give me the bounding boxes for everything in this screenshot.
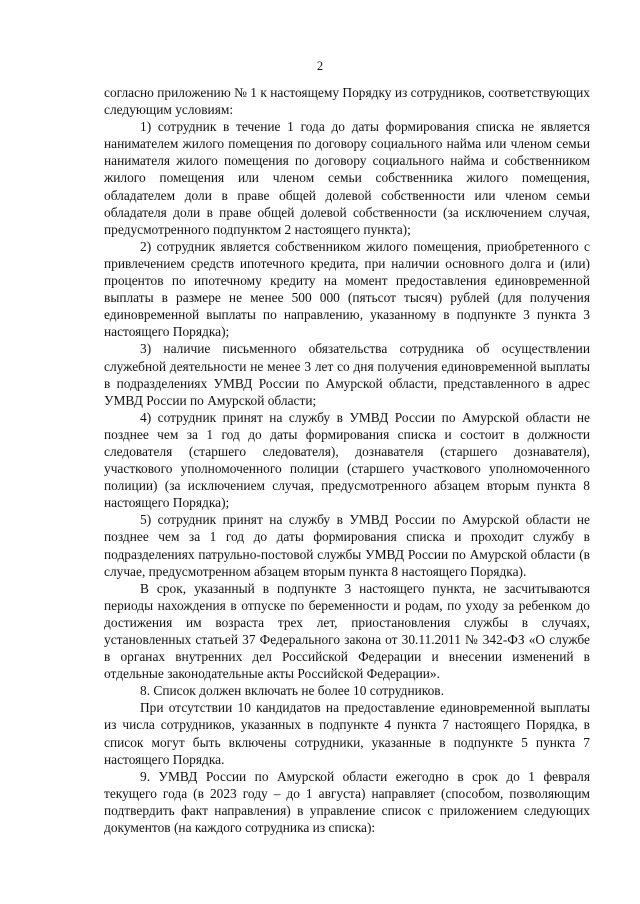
document-body [104,84,590,836]
paragraph-condition-3: 3) наличие письменного обязательства сотрудника об осуществлении служебной деятельности не менее 3 лет со дня получения единовременной выплаты в подразделениях УМВД России по Амурской области, представленного в адрес УМВД России по Амурской области; [104,341,590,408]
paragraph-condition-5: 5) сотрудник принят на службу в УМВД России по Амурской области не позднее чем за 1 год до даты формирования списка и проходит службу в подразделениях патрульно-постовой службы УМВД России по Амурской области (в случае, предусмотренном абзацем вторым пункта 8 настоящего Порядка). [104,512,590,579]
paragraph-clause-8-note: При отсутствии 10 кандидатов на предоставление единовременной выплаты из числа сотрудников, указанных в подпункте 4 пункта 7 настоящего Порядка, в список могут быть включены сотрудники, указанные в подпункте 5 пункта 7 настоящего Порядка. [104,700,590,767]
paragraph-clause-8: 8. Список должен включать не более 10 сотрудников. [140,683,444,699]
paragraph-period-note: В срок, указанный в подпункте 3 настоящего пункта, не засчитываются периоды нахождения в отпуске по беременности и родам, по уходу за ребенком до достижения им возраста трех лет, приостановления службы в случаях, установленных статьей 37 Федерального закона от 30.11.2011 № 342-ФЗ «О службе в органах внутренних дел Российской Федерации и внесении изменений в отдельные законодательные акты Российской Федерации». [104,580,590,682]
page-number: 2 [316,59,324,73]
paragraph-intro: согласно приложению № 1 к настоящему Порядку из сотрудников, соответствующих следующим условиям: [104,85,590,118]
paragraph-clause-9: 9. УМВД России по Амурской области ежегодно в срок до 1 февраля текущего года (в 2023 году – до 1 августа) направляет (способом, позволяющим подтвердить факт направления) в управление список с приложением следующих документов (на каждого сотрудника из списка): [104,768,590,836]
paragraph-condition-2: 2) сотрудник является собственником жилого помещения, приобретенного с привлечением средств ипотечного кредита, при наличии основного долга и (или) процентов по ипотечному кредиту на момент предоставления единовременной выплаты в размере не менее 500 000 (пятьсот тысяч) рублей (для получения единовременной выплаты по направлению, указанному в подпункте 3 пункта 3 настоящего Порядка); [104,238,590,340]
paragraph-condition-1: 1) сотрудник в течение 1 года до даты формирования списка не является нанимателем жилого помещения по договору социального найма или членом семьи нанимателя жилого помещения по договору социального найма и собственником жилого помещения или членом семьи собственника жилого помещения, обладателем доли в праве общей долевой собственности или членом семьи обладателя доли в праве общей долевой собственности (за исключением случая, предусмотренного подпунктом 2 настоящего пункта); [104,119,590,237]
paragraph-condition-4: 4) сотрудник принят на службу в УМВД России по Амурской области не позднее чем за 1 год до даты формирования списка и состоит в должности следователя (старшего следователя), дознавателя (старшего дознавателя), участкового уполномоченного полиции (старшего участкового уполномоченного полиции) (за исключением случая, предусмотренного абзацем вторым пункта 8 настоящего Порядка); [104,409,590,511]
